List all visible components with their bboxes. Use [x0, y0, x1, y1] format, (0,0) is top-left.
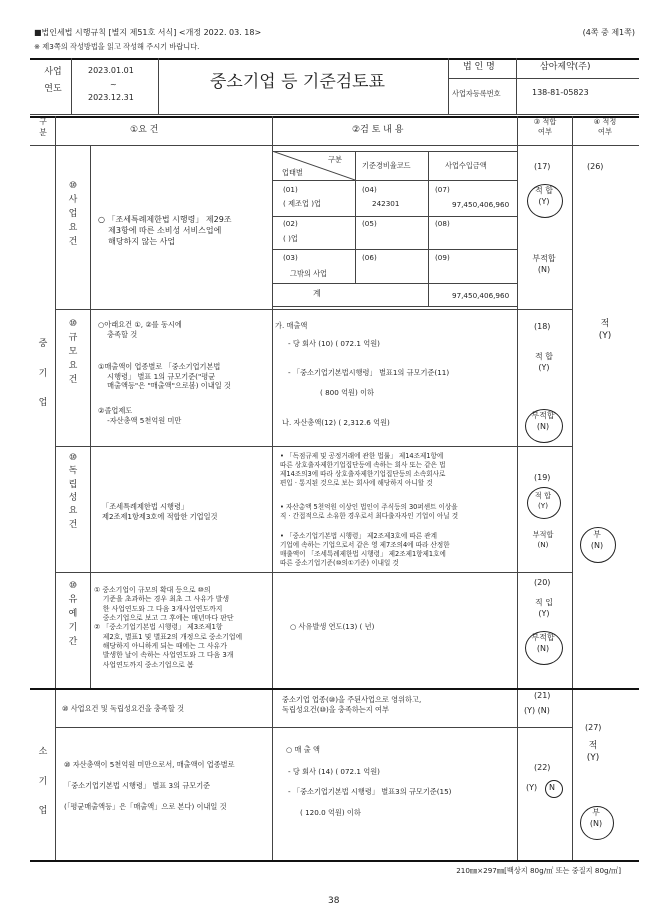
row104-requirement: ① 중소기업이 규모의 확대 등으로 ⑩의 기준을 초과하는 경우 최초 그 사유가 발생 한 사업연도와 그 다음 3개사업연도까지 중소기업으로 보고 그 후에는 매년마다 판단 ② 「중소기업기본법 시행령」 제3조제1항 제2호, 별표1 및 별표2의 개정으로 중소기업에 해당하지 아니하게 되는 때에는 그 사유가 발생한 날이 속하는 사업연도와 그 다음 3개 사업연도까지 중소기업으로 봄 [94, 586, 243, 669]
row102-rev-a2: - 「중소기업기본법시행령」 별표1의 규모기준(11) [288, 368, 450, 377]
bizno-label: 사업자등록번호 [452, 89, 501, 98]
row106-rev-head: ○ 매 출 액 [286, 745, 320, 754]
cell-03-name: 그밖의 사업 [290, 269, 328, 278]
cell-02-name: ( )업 [283, 234, 298, 243]
row102-fit-no: (18) [534, 322, 551, 331]
row106-rev2: - 「중소기업기본법 시행령」 별표3의 규모기준(15) [288, 787, 452, 796]
row102-col4: 적 (Y) [598, 319, 612, 342]
section-small: 소 기 업 [38, 747, 48, 817]
col-fit: ③ 적합 여부 [533, 117, 557, 136]
row102-rev-a3: ( 800 억원) 이하 [320, 388, 374, 397]
row101-requirement: ○ 「조세특례제한법 시행령」 제29조 제3항에 따른 소비성 서비스업에 해당하지 않는 사업 [98, 215, 232, 246]
row106-rev1: - 당 회사 (14) ( 072.1 억원) [288, 767, 380, 776]
row106-col4: 부 (N) [589, 808, 603, 828]
row101-col4-no: (26) [587, 162, 604, 171]
paper-spec: 210㎜×297㎜[백상지 80g/㎡ 또는 중질지 80g/㎡] [456, 866, 621, 875]
row106-fit-n: N [549, 783, 555, 792]
row102-rev-b: 나. 자산총액(12) ( 2,312.6 억원) [282, 418, 390, 427]
row105-col4: 적 (Y) [586, 741, 600, 764]
col-gubun: 구 분 [39, 117, 47, 137]
period-start: 2023.01.01 [88, 66, 134, 75]
cell-09: (09) [435, 253, 450, 262]
tbl-header-code: 기준경비율코드 [362, 161, 411, 170]
page-title: 중소기업 등 기준검토표 [210, 72, 386, 92]
row105-col4-no: (27) [585, 723, 602, 732]
row101-fit-no-label: 부적합 (N) [532, 254, 556, 274]
row102-fit-yes: 적 합 (Y) [535, 352, 553, 372]
row102-label: ⑩ 규 모 요 건 [68, 319, 78, 385]
cell-02: (02) [283, 219, 298, 228]
cell-06: (06) [362, 253, 377, 262]
cell-07: (07) [435, 185, 450, 194]
row102-req2: ①매출액이 업종별로 「중소기업기본법 시행령」 별표 1의 규모기준("평균 매출액등"은 "매출액"으로봄) 이내일 것 [98, 362, 231, 391]
fiscal-year-label: 사업 연도 [44, 67, 62, 95]
page-number: 38 [328, 896, 340, 906]
cell-05: (05) [362, 219, 377, 228]
row104-fit-no: (20) [534, 578, 551, 587]
row103-label: ⑩ 독 립 성 요 건 [68, 453, 78, 530]
row106-fit-no: (22) [534, 763, 551, 772]
row102-req1: ○아래요건 ①, ②를 동시에 충족할 것 [98, 320, 182, 339]
tbl-header-biz: 업태별 [282, 168, 303, 177]
cell-01: (01) [283, 185, 298, 194]
sum-val: 97,450,406,960 [452, 291, 510, 300]
row105-requirement: ⑩ 사업요건 및 독립성요건을 충족할 것 [62, 704, 185, 713]
col-requirement: ①요 건 [130, 125, 159, 135]
cell-08: (08) [435, 219, 450, 228]
row106-fit-y: (Y) [526, 783, 538, 792]
row104-review: ○ 사유발생 연도(13) ( 년) [290, 622, 375, 631]
row104-fit-yes: 직 입 (Y) [535, 598, 553, 618]
cell-01-name: ( 제조업 )업 [283, 199, 321, 208]
row105-fit-yn: (Y) (N) [524, 706, 550, 715]
col-review: ②검 토 내 용 [352, 125, 404, 135]
corp-name: 삼아제약(주) [540, 62, 591, 72]
row105-review: 중소기업 업종(⑩)을 주된사업으로 영위하고, 독립성요건(⑩)을 충족하는지 여부 [282, 695, 422, 714]
cell-04-val: 242301 [372, 199, 400, 208]
row102-rev-a: 가. 매출액 [275, 321, 308, 330]
cell-04: (04) [362, 185, 377, 194]
page-count: (4쪽 중 제1쪽) [582, 28, 635, 37]
row103-rev2: • 자산총액 5천억원 이상인 법인이 주식등의 30퍼센트 이상을 직 · 간접적으로 소유한 경우로서 최다출자자인 기업이 아닐 것 [280, 503, 459, 520]
corp-name-label: 법 인 명 [463, 62, 495, 72]
row103-rev3: • 「중소기업기본법 시행령」 제2조제3호에 따른 관계 기업에 속하는 기업으로서 같은 영 제7조의4에 따라 산정한 매출액이 「조세특례제한법 시행령」 제2조제1항제1호에 따른 중소기업기준(⑩의①기준) 이내일 것 [280, 532, 450, 567]
row103-col4: 부 (N) [590, 530, 604, 550]
tbl-header-amt: 사업수입금액 [445, 161, 487, 170]
bizno: 138-81-05823 [532, 88, 589, 97]
row102-rev-a1: - 당 회사 (10) ( 072.1 억원) [288, 339, 380, 348]
notice: ※ 제3쪽의 작성방법을 읽고 작성해 주시기 바랍니다. [34, 42, 200, 51]
period-tilde: ~ [110, 80, 117, 89]
row101-label: ⑩ 사 업 요 건 [68, 181, 78, 247]
row105-fit-no: (21) [534, 691, 551, 700]
section-sme: 중 기 업 [38, 339, 48, 409]
row104-fit-no-label: 부적합 (N) [531, 633, 555, 653]
cell-03: (03) [283, 253, 298, 262]
period-end: 2023.12.31 [88, 93, 134, 102]
row106-requirement: ⑩ 자산총액이 5천억원 미만으로서, 매출액이 업종별로 「중소기업기본법 시행령」 별표 3의 규모기준 (「평균매출액등」은「매출액」으로 본다) 이내일 것 [64, 760, 235, 811]
sum-label: 계 [313, 289, 321, 298]
row103-fit-no-label: 부적합 (N) [532, 530, 554, 549]
row106-rev3: ( 120.0 억원) 이하 [300, 808, 361, 817]
cell-07-val: 97,450,406,960 [452, 200, 510, 209]
tbl-header-div: 구분 [328, 155, 342, 164]
row103-fit-no: (19) [534, 473, 551, 482]
row102-req3: ②졸업제도 -자산총액 5천억원 미만 [98, 406, 182, 425]
row101-fit-yes: 적 합 (Y) [535, 186, 553, 206]
row104-label: ⑩ 유 예 기 간 [68, 581, 78, 647]
col-fit2: ④ 적정 여부 [593, 117, 617, 136]
form-reference: ■법인세법 시행규칙 [별지 제51호 서식] <개정 2022. 03. 18> [34, 28, 262, 37]
row103-fit-yes: 적 합 (Y) [534, 491, 552, 510]
row103-requirement: 「조세특례제한법 시행령」 제2조제1항제3호에 적합한 기업일것 [102, 502, 218, 521]
row103-rev1: • 「독점규제 및 공정거래에 관한 법률」 제14조제1항에 따른 상호출자제한기업집단등에 속하는 회사 또는 같은 법 제14조의3에 따라 상호출자제한기업집단등의 소속회사로 편입 · 통지된 것으로 보는 회사에 해당하지 아니할 것 [280, 452, 446, 487]
row102-fit-no-label: 부적합 (N) [531, 411, 555, 431]
row101-fit-no: (17) [534, 162, 551, 171]
